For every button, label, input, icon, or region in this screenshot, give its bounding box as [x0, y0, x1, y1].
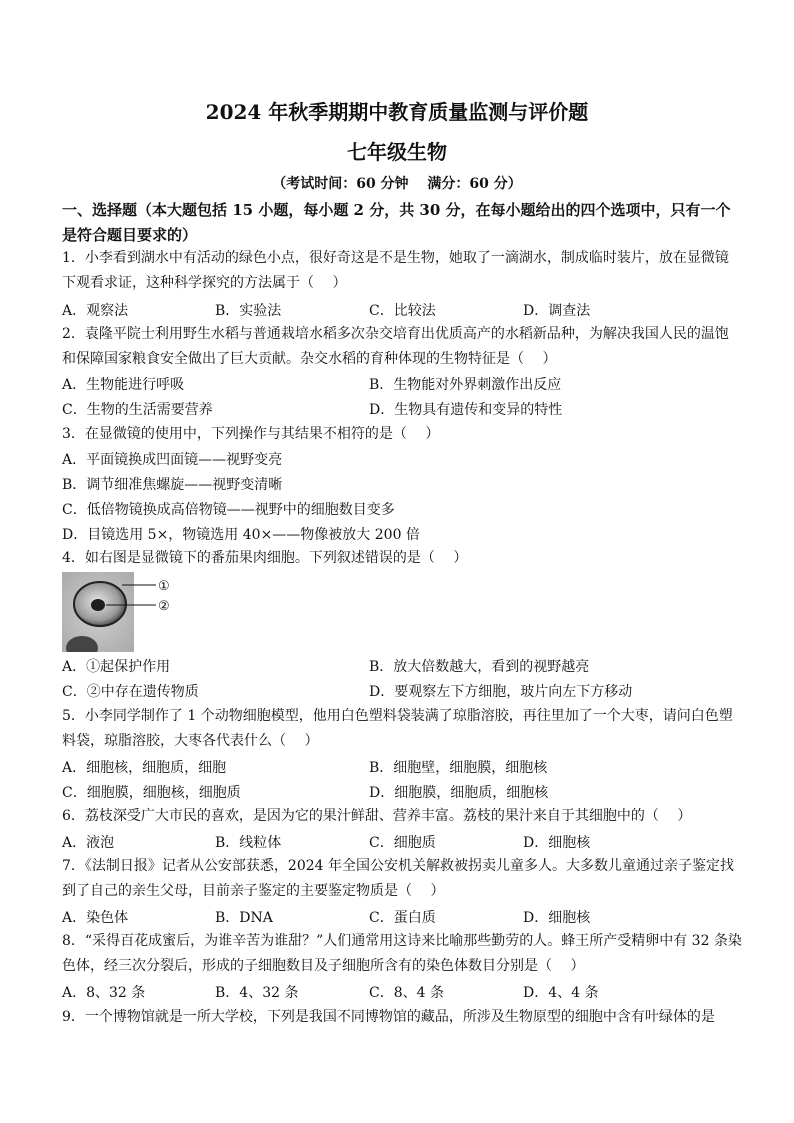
option-a[interactable]: A．生物能进行呼吸	[62, 377, 185, 393]
option-d[interactable]: D．细胞膜，细胞质，细胞核	[369, 785, 549, 801]
question-6-stem: 6．荔枝深受广大市民的喜欢，是因为它的果汁鲜甜、营养丰富。荔枝的果汁来自于其细胞中的（ ）	[62, 808, 692, 824]
option-c[interactable]: C．细胞质	[369, 835, 436, 851]
option-d[interactable]: D．生物具有遗传和变异的特性	[369, 402, 563, 418]
option-a[interactable]: A．8、32 条	[62, 985, 146, 1001]
option-d[interactable]: D．调查法	[523, 303, 591, 319]
label-1: ①	[158, 579, 170, 594]
question-1-stem: 1．小李看到湖水中有活动的绿色小点，很好奇这是不是生物，她取了一滴湖水，制成临时装片，放在显微镜下观看求证，这种科学探究的方法属于（ ）	[62, 250, 729, 291]
question-5-stem: 5．小李同学制作了 1 个动物细胞模型，他用白色塑料袋装满了琼脂溶胶，再往里加了一个大枣，请问白色塑料袋，琼脂溶胶，大枣各代表什么（ ）	[62, 708, 733, 749]
question-8-options	[62, 982, 752, 1004]
cell-nucleus	[91, 599, 105, 611]
option-a[interactable]: A．平面镜换成凹面镜——视野变亮	[62, 452, 283, 468]
option-b[interactable]: B．调节细准焦螺旋——视野变清晰	[62, 477, 283, 493]
exam-title: 2024 年秋季期期中教育质量监测与评价题	[205, 100, 589, 124]
option-c[interactable]: C．低倍物镜换成高倍物镜——视野中的细胞数目变多	[62, 502, 395, 518]
option-a[interactable]: A．染色体	[62, 910, 129, 926]
exam-subject: 七年级生物	[347, 140, 447, 164]
option-b[interactable]: B．生物能对外界刺激作出反应	[369, 377, 562, 393]
question-2-options-row2	[62, 399, 752, 421]
question-7-options	[62, 907, 752, 929]
question-1-options	[62, 300, 752, 322]
option-b[interactable]: B．DNA	[215, 910, 273, 926]
option-b[interactable]: B．4、32 条	[215, 985, 299, 1001]
question-5-options-row1	[62, 757, 752, 779]
option-d[interactable]: D．4、4 条	[523, 985, 599, 1001]
option-c[interactable]: C．②中存在遗传物质	[62, 684, 199, 700]
section-heading: 一、选择题（本大题包括 15 小题，每小题 2 分，共 30 分，在每小题给出的四个选项中，只有一个是符合题目要求的）	[62, 201, 731, 244]
option-c[interactable]: C．生物的生活需要营养	[62, 402, 213, 418]
option-b[interactable]: B．线粒体	[215, 835, 282, 851]
option-b[interactable]: B．细胞壁，细胞膜，细胞核	[369, 760, 548, 776]
question-4-options-row2	[62, 681, 752, 703]
option-a[interactable]: A．液泡	[62, 835, 115, 851]
question-3-stem: 3．在显微镜的使用中，下列操作与其结果不相符的是（ ）	[62, 426, 440, 442]
option-d[interactable]: D．要观察左下方细胞，玻片向左下方移动	[369, 684, 633, 700]
option-c[interactable]: C．蛋白质	[369, 910, 436, 926]
question-7-stem: 7．《法制日报》记者从公安部获悉，2024 年全国公安机关解救被拐卖儿童多人。大多数儿童通过亲子鉴定找到了自己的亲生父母，目前亲子鉴定的主要鉴定物质是（ ）	[62, 858, 734, 899]
option-d[interactable]: D．目镜选用 5×，物镜选用 40×——物像被放大 200 倍	[62, 527, 420, 543]
question-2-stem: 2．袁隆平院士利用野生水稻与普通栽培水稻多次杂交培育出优质高产的水稻新品种，为解决我国人民的温饱和保障国家粮食安全做出了巨大贡献。杂交水稻的育种体现的生物特征是（ ）	[62, 326, 729, 367]
option-d[interactable]: D．细胞核	[523, 910, 591, 926]
option-c[interactable]: C．8、4 条	[369, 985, 444, 1001]
option-a[interactable]: A．①起保护作用	[62, 659, 171, 675]
question-4-options-row1	[62, 656, 752, 678]
option-a[interactable]: A．细胞核，细胞质，细胞	[62, 760, 227, 776]
option-d[interactable]: D．细胞核	[523, 835, 591, 851]
question-9-stem: 9．一个博物馆就是一所大学校，下列是我国不同博物馆的藏品，所涉及生物原型的细胞中含有叶绿体的是	[62, 1009, 715, 1025]
tomato-cell-micrograph	[62, 572, 182, 652]
exam-info: （考试时间：60 分钟 满分：60 分）	[272, 176, 522, 192]
option-b[interactable]: B．实验法	[215, 303, 282, 319]
question-6-options	[62, 832, 752, 854]
question-8-stem: 8．“采得百花成蜜后，为谁辛苦为谁甜？”人们通常用这诗来比喻那些勤劳的人。蜂王所产受精卵中有 32 条染色体，经三次分裂后，形成的子细胞数目及子细胞所含有的染色体数目分别是（ ）	[62, 933, 742, 974]
option-a[interactable]: A．观察法	[62, 303, 129, 319]
option-c[interactable]: C．比较法	[369, 303, 436, 319]
question-2-options-row1	[62, 374, 752, 396]
question-5-options-row2	[62, 782, 752, 804]
label-2: ②	[158, 599, 170, 614]
question-4-stem: 4．如右图是显微镜下的番茄果肉细胞。下列叙述错误的是（ ）	[62, 550, 468, 566]
option-c[interactable]: C．细胞膜，细胞核，细胞质	[62, 785, 241, 801]
option-b[interactable]: B．放大倍数越大，看到的视野越亮	[369, 659, 590, 675]
